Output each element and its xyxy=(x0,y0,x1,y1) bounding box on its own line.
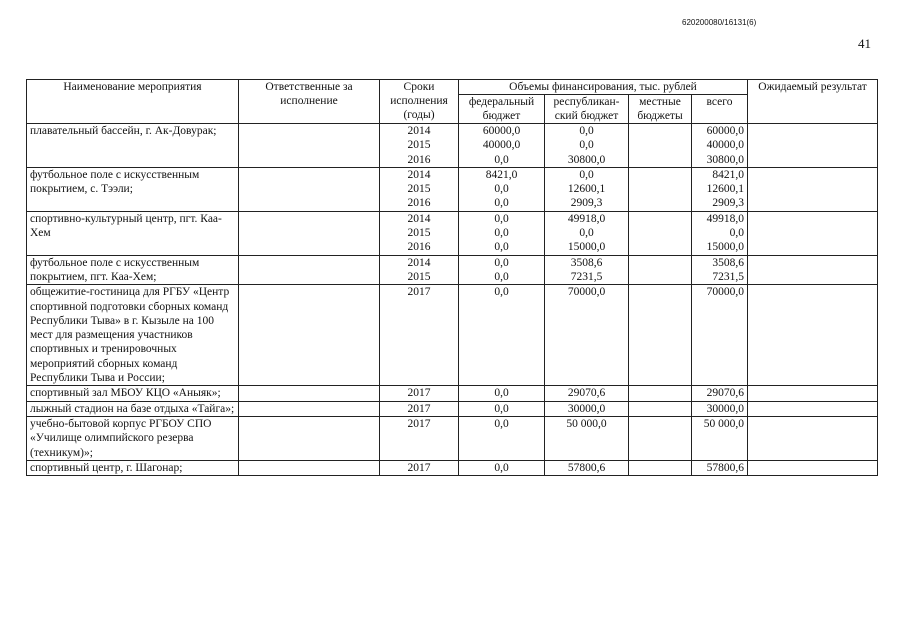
measure-name: спортивный центр, г. Шагонар; xyxy=(27,460,239,475)
years-cell-value: 2015 xyxy=(407,227,431,240)
years-cell-value: 2014 xyxy=(407,125,431,137)
years-cell-value: 2016 xyxy=(407,153,431,166)
federal-cell-value: 60000,0 xyxy=(482,125,521,137)
responsible-cell xyxy=(239,285,380,386)
years-cell-value: 2017 xyxy=(407,286,431,299)
federal-cell-value: 0,0 xyxy=(494,387,509,400)
total-cell-value: 60000,0 xyxy=(706,125,744,137)
federal-cell-value: 40000,0 xyxy=(482,139,521,152)
federal-cell xyxy=(459,255,545,285)
federal-cell-value: 0,0 xyxy=(494,286,509,299)
financing-table xyxy=(26,79,878,476)
responsible-cell xyxy=(239,386,380,401)
years-cell-value: 2014 xyxy=(407,256,431,269)
republic-cell-value: 30800,0 xyxy=(567,153,606,166)
table-row xyxy=(27,211,878,255)
total-cell xyxy=(692,124,748,168)
responsible-cell xyxy=(239,124,380,168)
table-body xyxy=(27,124,878,476)
republic-cell-value: 12600,1 xyxy=(567,183,606,196)
page-number: 41 xyxy=(858,36,871,51)
table-row xyxy=(27,416,878,460)
years-cell-value: 2017 xyxy=(407,402,431,415)
total-cell-value: 15000,0 xyxy=(706,241,744,254)
republic-cell-value: 0,0 xyxy=(579,125,594,137)
federal-cell-value: 0,0 xyxy=(494,212,509,225)
federal-cell-value: 0,0 xyxy=(494,197,509,210)
total-cell-value: 0,0 xyxy=(729,227,744,240)
federal-cell xyxy=(459,416,545,460)
result-cell xyxy=(748,167,878,211)
total-cell xyxy=(692,401,748,416)
years-cell xyxy=(380,416,459,460)
total-cell xyxy=(692,416,748,460)
years-cell xyxy=(380,167,459,211)
federal-cell xyxy=(459,211,545,255)
years-cell xyxy=(380,211,459,255)
federal-cell-value: 0,0 xyxy=(494,153,509,166)
total-cell-value: 57800,6 xyxy=(706,461,744,474)
local-cell xyxy=(629,255,692,285)
total-cell xyxy=(692,386,748,401)
col-header-republic: республикан-ский бюджет xyxy=(545,95,629,124)
years-cell-value: 2014 xyxy=(407,212,431,225)
years-cell xyxy=(380,285,459,386)
measure-name: лыжный стадион на базе отдыха «Тайга»; xyxy=(27,401,239,416)
republic-cell-value: 3508,6 xyxy=(570,256,603,269)
republic-cell-value: 2909,3 xyxy=(570,197,603,210)
total-cell-value: 70000,0 xyxy=(706,286,744,299)
table-row xyxy=(27,255,878,285)
total-cell xyxy=(692,211,748,255)
total-cell-value: 29070,6 xyxy=(706,387,744,400)
years-cell xyxy=(380,124,459,168)
years-cell-value: 2016 xyxy=(407,197,431,210)
result-cell xyxy=(748,386,878,401)
years-cell-value: 2015 xyxy=(407,139,431,152)
local-cell xyxy=(629,124,692,168)
col-header-years: Сроки исполнения (годы) xyxy=(380,80,459,124)
republic-cell xyxy=(545,416,629,460)
years-cell-value: 2016 xyxy=(407,241,431,254)
republic-cell xyxy=(545,460,629,475)
local-cell xyxy=(629,211,692,255)
republic-cell xyxy=(545,401,629,416)
total-cell-value: 3508,6 xyxy=(712,256,744,269)
result-cell xyxy=(748,416,878,460)
document-code: 620200080/16131(6) xyxy=(682,18,757,27)
republic-cell-value: 49918,0 xyxy=(567,212,606,225)
measure-name: спортивно-культурный центр, пгт. Каа-Хем xyxy=(27,211,239,255)
result-cell xyxy=(748,460,878,475)
republic-cell-value: 50 000,0 xyxy=(566,417,607,430)
total-cell-value: 2909,3 xyxy=(712,197,744,210)
local-cell xyxy=(629,285,692,386)
responsible-cell xyxy=(239,211,380,255)
table-row xyxy=(27,386,878,401)
federal-cell xyxy=(459,167,545,211)
total-cell-value: 40000,0 xyxy=(706,139,744,152)
table-row xyxy=(27,167,878,211)
years-cell-value: 2017 xyxy=(407,461,431,474)
col-header-local: местные бюджеты xyxy=(629,95,692,124)
responsible-cell xyxy=(239,416,380,460)
total-cell-value: 30800,0 xyxy=(706,153,744,166)
result-cell xyxy=(748,124,878,168)
local-cell xyxy=(629,416,692,460)
federal-cell xyxy=(459,401,545,416)
total-cell-value: 8421,0 xyxy=(712,168,744,181)
measure-name: плавательный бассейн, г. Ак-Довурак; xyxy=(27,124,239,168)
federal-cell-value: 0,0 xyxy=(494,270,509,283)
republic-cell xyxy=(545,255,629,285)
local-cell xyxy=(629,167,692,211)
responsible-cell xyxy=(239,255,380,285)
col-header-total: всего xyxy=(692,95,748,124)
result-cell xyxy=(748,401,878,416)
republic-cell-value: 30000,0 xyxy=(567,402,606,415)
federal-cell-value: 0,0 xyxy=(494,461,509,474)
years-cell xyxy=(380,401,459,416)
total-cell xyxy=(692,460,748,475)
header-row xyxy=(27,80,878,95)
total-cell-value: 30000,0 xyxy=(706,402,744,415)
responsible-cell xyxy=(239,460,380,475)
federal-cell-value: 0,0 xyxy=(494,241,509,254)
table-row xyxy=(27,460,878,475)
federal-cell xyxy=(459,460,545,475)
federal-cell xyxy=(459,285,545,386)
republic-cell xyxy=(545,211,629,255)
total-cell xyxy=(692,285,748,386)
years-cell-value: 2017 xyxy=(407,387,431,400)
responsible-cell xyxy=(239,401,380,416)
republic-cell xyxy=(545,167,629,211)
total-cell-value: 49918,0 xyxy=(706,212,744,225)
total-cell-value: 12600,1 xyxy=(706,183,744,196)
republic-cell-value: 29070,6 xyxy=(567,387,606,400)
local-cell xyxy=(629,401,692,416)
years-cell xyxy=(380,255,459,285)
republic-cell xyxy=(545,285,629,386)
local-cell xyxy=(629,386,692,401)
federal-cell-value: 0,0 xyxy=(494,417,509,430)
col-header-federal: федеральный бюджет xyxy=(459,95,545,124)
col-header-funding: Объемы финансирования, тыс. рублей xyxy=(459,80,748,95)
total-cell-value: 50 000,0 xyxy=(703,417,744,430)
republic-cell-value: 0,0 xyxy=(579,139,594,152)
federal-cell xyxy=(459,386,545,401)
republic-cell xyxy=(545,386,629,401)
table-row xyxy=(27,285,878,386)
republic-cell-value: 7231,5 xyxy=(570,270,603,283)
years-cell xyxy=(380,460,459,475)
measure-name: спортивный зал МБОУ КЦО «Аныяк»; xyxy=(27,386,239,401)
table-row xyxy=(27,124,878,168)
republic-cell-value: 70000,0 xyxy=(567,286,606,299)
local-cell xyxy=(629,460,692,475)
col-header-responsible: Ответственные за исполнение xyxy=(239,80,380,124)
republic-cell-value: 0,0 xyxy=(579,168,594,181)
federal-cell-value: 0,0 xyxy=(494,402,509,415)
federal-cell-value: 0,0 xyxy=(494,256,509,269)
responsible-cell xyxy=(239,167,380,211)
years-cell-value: 2015 xyxy=(407,270,431,283)
measure-name: футбольное поле с искусственным покрытием, с. Тээли; xyxy=(27,167,239,211)
years-cell-value: 2014 xyxy=(407,168,431,181)
total-cell xyxy=(692,255,748,285)
total-cell xyxy=(692,167,748,211)
republic-cell-value: 57800,6 xyxy=(567,461,606,474)
years-cell-value: 2017 xyxy=(407,417,431,430)
measure-name: общежитие-гостиница для РГБУ «Центр спортивной подготовки сборных команд Республики Тыва» в г. Кызыле на 100 мест для размещения участников спортивных и тренировочных мероприятий сборных команд Республики Тыва и России; xyxy=(27,285,239,386)
years-cell xyxy=(380,386,459,401)
federal-cell-value: 0,0 xyxy=(494,227,509,240)
table-row xyxy=(27,401,878,416)
col-header-name: Наименование мероприятия xyxy=(27,80,239,124)
republic-cell xyxy=(545,124,629,168)
result-cell xyxy=(748,211,878,255)
total-cell-value: 7231,5 xyxy=(712,270,744,283)
federal-cell-value: 0,0 xyxy=(494,183,509,196)
measure-name: учебно-бытовой корпус РГБОУ СПО «Училище олимпийского резерва (техникум)»; xyxy=(27,416,239,460)
result-cell xyxy=(748,255,878,285)
republic-cell-value: 0,0 xyxy=(579,227,594,240)
republic-cell-value: 15000,0 xyxy=(567,241,606,254)
col-header-result: Ожидаемый результат xyxy=(748,80,878,124)
measure-name: футбольное поле с искусственным покрытием, пгт. Каа-Хем; xyxy=(27,255,239,285)
federal-cell xyxy=(459,124,545,168)
years-cell-value: 2015 xyxy=(407,183,431,196)
federal-cell-value: 8421,0 xyxy=(485,168,518,181)
result-cell xyxy=(748,285,878,386)
